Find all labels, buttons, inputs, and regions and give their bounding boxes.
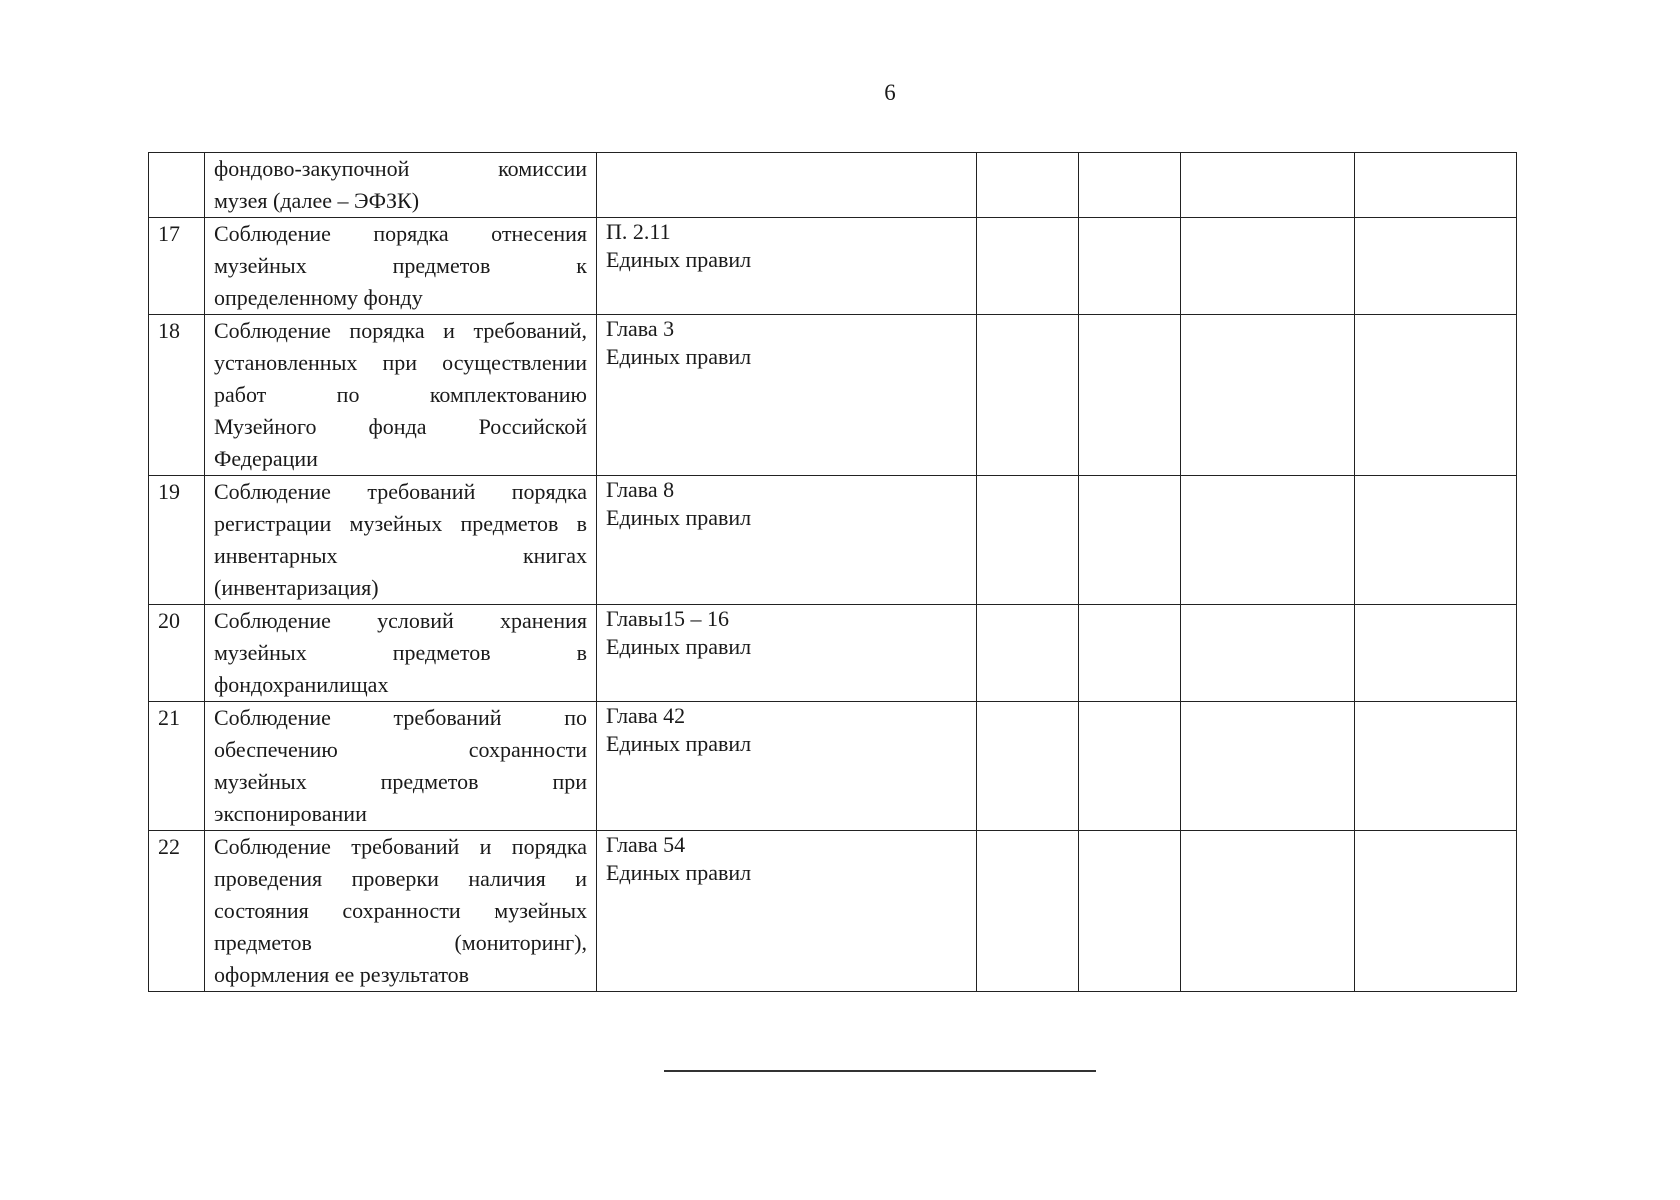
table-row bbox=[149, 702, 1517, 831]
empty-cell bbox=[977, 702, 1079, 831]
empty-cell bbox=[977, 218, 1079, 315]
table-row bbox=[149, 605, 1517, 702]
empty-cell bbox=[1079, 153, 1181, 218]
requirement-cell bbox=[205, 702, 597, 831]
inspection-table bbox=[148, 152, 1517, 992]
row-number-cell: 21 bbox=[149, 702, 205, 831]
page-number: 6 bbox=[884, 80, 896, 105]
requirement-line: Соблюдение порядка отнесения bbox=[214, 221, 587, 246]
empty-cell bbox=[1181, 315, 1355, 476]
row-number-cell: 19 bbox=[149, 476, 205, 605]
empty-cell bbox=[1079, 605, 1181, 702]
requirement-cell bbox=[205, 831, 597, 992]
requirement-line: фондово-закупочной комиссии bbox=[214, 156, 587, 181]
reference-document: Единых правил bbox=[606, 731, 752, 756]
requirement-cell bbox=[205, 153, 597, 218]
requirement-line: Соблюдение требований порядка bbox=[214, 479, 587, 504]
requirement-last-line: определенному фонду bbox=[214, 285, 423, 310]
reference-clause: П. 2.11 bbox=[606, 219, 671, 244]
table-row bbox=[149, 831, 1517, 992]
reference-document: Единых правил bbox=[606, 505, 752, 530]
row-number-cell: 18 bbox=[149, 315, 205, 476]
requirement-cell bbox=[205, 315, 597, 476]
requirement-cell bbox=[205, 605, 597, 702]
requirement-line: обеспечению сохранности bbox=[214, 737, 587, 762]
reference-clause: Глава 3 bbox=[606, 316, 675, 341]
empty-cell bbox=[1355, 153, 1517, 218]
empty-cell bbox=[1181, 702, 1355, 831]
empty-cell bbox=[1079, 702, 1181, 831]
reference-cell bbox=[597, 476, 977, 605]
empty-cell bbox=[977, 605, 1079, 702]
requirement-line: установленных при осуществлении bbox=[214, 350, 587, 375]
empty-cell bbox=[977, 476, 1079, 605]
requirement-line: музейных предметов в bbox=[214, 640, 587, 665]
table-row bbox=[149, 315, 1517, 476]
table-row bbox=[149, 218, 1517, 315]
reference-document: Единых правил bbox=[606, 344, 752, 369]
empty-cell bbox=[1355, 831, 1517, 992]
requirement-line: работ по комплектованию bbox=[214, 382, 587, 407]
requirement-line: Соблюдение требований и порядка bbox=[214, 834, 587, 859]
reference-document: Единых правил bbox=[606, 247, 752, 272]
requirement-last-line: Федерации bbox=[214, 446, 318, 471]
reference-clause: Глава 42 bbox=[606, 703, 686, 728]
requirement-last-line: (инвентаризация) bbox=[214, 575, 379, 600]
requirement-cell bbox=[205, 476, 597, 605]
requirement-line: предметов (мониторинг), bbox=[214, 930, 587, 955]
empty-cell bbox=[1181, 831, 1355, 992]
empty-cell bbox=[1355, 702, 1517, 831]
reference-cell bbox=[597, 218, 977, 315]
reference-clause: Глава 54 bbox=[606, 832, 686, 857]
requirement-line: музейных предметов к bbox=[214, 253, 587, 278]
empty-cell bbox=[1079, 476, 1181, 605]
empty-cell bbox=[1181, 218, 1355, 315]
requirement-line: инвентарных книгах bbox=[214, 543, 587, 568]
empty-cell bbox=[1181, 476, 1355, 605]
table-row bbox=[149, 153, 1517, 218]
empty-cell bbox=[1079, 315, 1181, 476]
reference-document: Единых правил bbox=[606, 634, 752, 659]
requirement-line: музейных предметов при bbox=[214, 769, 587, 794]
requirement-last-line: музея (далее – ЭФЗК) bbox=[214, 188, 420, 213]
empty-cell bbox=[1355, 218, 1517, 315]
reference-document: Единых правил bbox=[606, 860, 752, 885]
empty-cell bbox=[1079, 831, 1181, 992]
empty-cell bbox=[1181, 153, 1355, 218]
row-number-cell: 17 bbox=[149, 218, 205, 315]
empty-cell bbox=[1355, 315, 1517, 476]
requirement-line: Соблюдение порядка и требований, bbox=[214, 318, 587, 343]
row-number-cell: 22 bbox=[149, 831, 205, 992]
empty-cell bbox=[1181, 605, 1355, 702]
requirement-line: проведения проверки наличия и bbox=[214, 866, 587, 891]
requirement-last-line: экспонировании bbox=[214, 801, 367, 826]
requirement-last-line: оформления ее результатов bbox=[214, 962, 470, 987]
requirement-line: Музейного фонда Российской bbox=[214, 414, 587, 439]
requirement-line: состояния сохранности музейных bbox=[214, 898, 587, 923]
reference-clause: Глава 8 bbox=[606, 477, 675, 502]
empty-cell bbox=[1355, 605, 1517, 702]
reference-cell bbox=[597, 605, 977, 702]
requirement-last-line: фондохранилищах bbox=[214, 672, 389, 697]
empty-cell bbox=[977, 831, 1079, 992]
row-number-cell bbox=[149, 153, 205, 218]
reference-cell bbox=[597, 831, 977, 992]
empty-cell bbox=[977, 315, 1079, 476]
requirement-cell bbox=[205, 218, 597, 315]
empty-cell bbox=[1355, 476, 1517, 605]
reference-clause: Главы15 – 16 bbox=[606, 606, 729, 631]
empty-cell bbox=[977, 153, 1079, 218]
footer-rule bbox=[664, 1070, 1096, 1072]
requirement-line: регистрации музейных предметов в bbox=[214, 511, 587, 536]
reference-cell bbox=[597, 153, 977, 218]
requirement-line: Соблюдение требований по bbox=[214, 705, 587, 730]
table-row bbox=[149, 476, 1517, 605]
empty-cell bbox=[1079, 218, 1181, 315]
reference-cell bbox=[597, 315, 977, 476]
reference-cell bbox=[597, 702, 977, 831]
row-number-cell: 20 bbox=[149, 605, 205, 702]
requirement-line: Соблюдение условий хранения bbox=[214, 608, 587, 633]
